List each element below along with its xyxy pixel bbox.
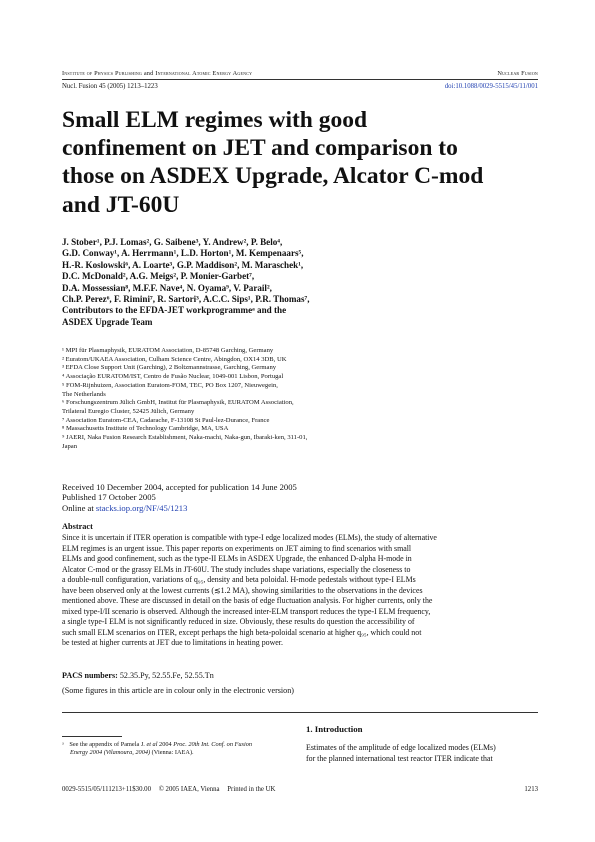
footnote-conference: Energy 2004 (Vilamoura, 2004): [70, 749, 151, 757]
published-date: Published 17 October 2005: [62, 492, 156, 503]
abstract-line: Alcator C-mod or the grassy ELMs in JT-60U. The study includes shape variations, especially the closeness to: [62, 564, 411, 574]
author-line-5: D.A. Mossessian⁸, M.F.F. Nave⁴, N. Oyama⁹, V. Parail²,: [62, 282, 272, 293]
affiliation-7: ⁷ Association Euratom-CEA, Cadarache, F-13108 St Paul-lez-Durance, France: [62, 416, 270, 424]
footnote: [62, 741, 292, 757]
introduction-text: [306, 743, 538, 764]
affiliation-8: ⁸ Massachusetts Institute of Technology Cambridge, MA, USA: [62, 425, 229, 433]
footnote-rule: [62, 736, 122, 737]
author-list: [62, 237, 542, 328]
footnote-marker: ᵃ: [62, 741, 64, 748]
online-link[interactable]: stacks.iop.org/NF/45/1213: [95, 502, 188, 513]
pacs-label: PACS numbers:: [62, 671, 118, 680]
abstract-line: ELMs and good confinement, such as the type-II ELMs in ASDEX Upgrade, the enhanced D-alpha H-mode in: [62, 554, 412, 563]
affiliation-9-cont: Japan: [62, 442, 78, 450]
issn: 0029-5515/05/111213+11$30.00: [62, 786, 151, 793]
pacs-values: 52.35.Py, 52.55.Fe, 52.55.Tn: [119, 671, 214, 680]
affiliation-6-cont: Trilateral Euregio Cluster, 52425 Jülich, Germany: [62, 407, 195, 415]
page-number: 1213: [524, 786, 538, 793]
doi-link[interactable]: doi:10.1088/0029-5515/45/11/001: [444, 83, 538, 90]
footnote-year: 2004: [157, 741, 174, 748]
copyright: © 2005 IAEA, Vienna: [158, 786, 220, 793]
affiliations: [62, 347, 542, 451]
author-line-6: Ch.P. Perez⁶, F. Rimini⁷, R. Sartori³, A.C.C. Sips¹, P.R. Thomas⁷,: [62, 294, 310, 305]
paper-title: [62, 106, 542, 219]
abstract-heading: Abstract: [62, 522, 93, 531]
journal-name: Nuclear Fusion: [497, 70, 538, 77]
footnote-line-2: [62, 749, 292, 757]
abstract-line: a single type-I ELM is not significantly reduced in size. Obviously, these results do question the accessibility of: [62, 617, 415, 626]
pacs-numbers: [62, 671, 214, 680]
author-line-4: D.C. McDonald², A.G. Meigs², P. Monier-Garbet⁷,: [62, 271, 255, 282]
footnote-line-1: [62, 741, 292, 749]
abstract-line: ELM regimes is an urgent issue. This paper reports on experiments on JET aiming to find scenarios with small: [62, 543, 412, 553]
header-rule: [62, 79, 538, 80]
affiliation-9: ⁹ JAERI, Naka Fusion Research Establishment, Naka-machi, Naka-gun, Ibaraki-ken, 311-01,: [62, 434, 308, 442]
introduction-line-2: for the planned international test reactor ITER indicate that: [306, 753, 493, 763]
publisher-name: Institute of Physics Publishing: [62, 70, 143, 77]
author-line-1: J. Stober¹, P.J. Lomas², G. Saibene³, Y. Andrew², P. Belo⁴,: [62, 237, 283, 247]
publisher-header: [62, 70, 252, 77]
publication-dates: [62, 482, 542, 513]
author-line-2: G.D. Conway¹, A. Herrmann¹, L.D. Horton¹, M. Kempenaars⁵,: [62, 248, 304, 259]
abstract-body: [62, 533, 538, 649]
abstract-line: such small ELM scenarios on ITER, except perhaps the high beta-poloidal scenario at higher q₉₅, which could not: [62, 627, 422, 637]
author-line-7: Contributors to the EFDA-JET workprogrammeᵃ and the: [62, 305, 287, 316]
online-line: [62, 503, 542, 513]
abstract-line: Since it is uncertain if ITER operation is compatible with type-I edge localized modes (ELMs), the study of alternative: [62, 533, 437, 542]
abstract-line: be tested at higher currents at JET due to limitations in heating power.: [62, 638, 283, 647]
footnote-proc: Proc. 20th Int. Conf. on Fusion: [173, 741, 253, 748]
printed-in: Printed in the UK: [227, 786, 276, 793]
author-line-8: ASDEX Upgrade Team: [62, 316, 153, 327]
abstract-line: mentioned above. These are discussed in detail on the basis of edge fluctuation analysis. For higher currents, only the: [62, 596, 433, 605]
affiliation-1: ¹ MPI für Plasmaphysik, EURATOM Association, D-85748 Garching, Germany: [62, 347, 274, 354]
title-line-3: those on ASDEX Upgrade, Alcator C-mod: [62, 163, 484, 190]
agency-name: International Atomic Energy Agency: [155, 70, 253, 77]
and-word: and: [143, 70, 154, 77]
title-line-2: confinement on JET and comparison to: [62, 135, 458, 162]
title-line-4: and JT-60U: [62, 191, 180, 218]
citation: Nucl. Fusion 45 (2005) 1213–1223: [62, 83, 158, 90]
introduction-line-1: Estimates of the amplitude of edge localized modes (ELMs): [306, 743, 496, 752]
footnote-et-al: et al: [146, 741, 158, 748]
affiliation-2: ² Euratom/UKAEA Association, Culham Science Centre, Abingdon, OX14 3DB, UK: [62, 355, 287, 363]
abstract-line: a double-null configuration, variations of q₉₅, density and beta poloidal. H-mode pedestals without type-I ELMs: [62, 575, 416, 584]
page-footer: [62, 786, 275, 793]
abstract-rule: [62, 712, 538, 713]
abstract-line: have been observed only at the lowest currents (≲1.2 MA), showing similarities to the observations in the devices: [62, 585, 423, 595]
title-line-1: Small ELM regimes with good: [62, 107, 368, 133]
online-prefix: Online at: [62, 502, 96, 513]
footnote-text-start: See the appendix of Pamela J.: [69, 741, 147, 748]
colour-note: (Some figures in this article are in colour only in the electronic version): [62, 686, 294, 695]
affiliation-5: ⁵ FOM-Rijnhuizen, Association Euratom-FOM, TEC, PO Box 1207, Nieuwegein,: [62, 381, 278, 389]
received-date: Received 10 December 2004, accepted for publication 14 June 2005: [62, 482, 297, 492]
footnote-publisher: (Vienna: IAEA).: [150, 749, 194, 757]
introduction-heading: 1. Introduction: [306, 724, 363, 734]
affiliation-3: ³ EFDA Close Support Unit (Garching), 2 Boltzmannstrasse, Garching, Germany: [62, 364, 277, 372]
affiliation-5-cont: The Netherlands: [62, 390, 106, 398]
affiliation-6: ⁶ Forschungszentrum Jülich GmbH, Institut für Plasmaphysik, EURATOM Association,: [62, 399, 294, 407]
affiliation-4: ⁴ Associação EURATOM/IST, Centro de Fusão Nuclear, 1049-001 Lisbon, Portugal: [62, 373, 284, 381]
author-line-3: H.-R. Koslowski⁶, A. Loarte³, G.P. Maddison², M. Maraschek¹,: [62, 259, 304, 270]
abstract-line: mixed type-I/II scenario is observed. Although the increased inter-ELM transport reduces the type-I ELM frequency,: [62, 606, 431, 616]
